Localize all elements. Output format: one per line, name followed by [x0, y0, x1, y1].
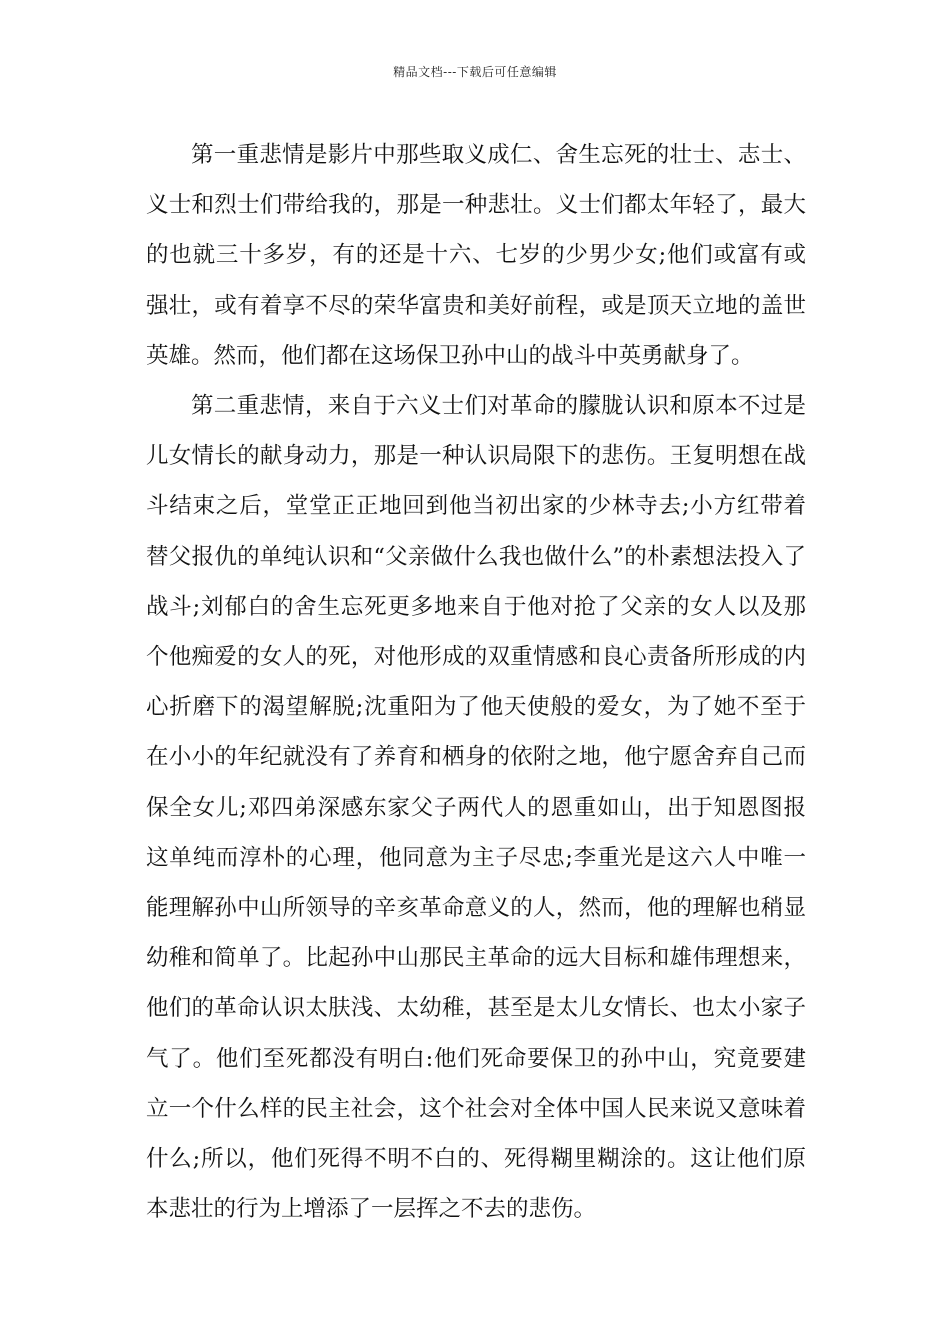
document-body — [146, 130, 806, 1234]
page-header: 精品文档---下载后可任意编辑 — [393, 65, 557, 79]
paragraph-1: 第一重悲情是影片中那些取义成仁、舍生忘死的壮士、志士、义士和烈士们带给我的，那是一种悲壮。义士们都太年轻了，最大的也就三十多岁，有的还是十六、七岁的少男少女;他们或富有或强壮，或有着享不尽的荣华富贵和美好前程，或是顶天立地的盖世英雄。然而，他们都在这场保卫孙中山的战斗中英勇献身了。 — [146, 142, 806, 369]
paragraph-2: 第二重悲情，来自于六义士们对革命的朦胧认识和原本不过是儿女情长的献身动力，那是一种认识局限下的悲伤。王复明想在战斗结束之后，堂堂正正地回到他当初出家的少林寺去;小方红带着替父报仇的单纯认识和“父亲做什么我也做什么”的朴素想法投入了战斗;刘郁白的舍生忘死更多地来自于他对抢了父亲的女人以及那个他痴爱的女人的死，对他形成的双重情感和良心责备所形成的内心折磨下的渴望解脱;沈重阳为了他天使般的爱女，为了她不至于在小小的年纪就没有了养育和栖身的依附之地，他宁愿舍弃自己而保全女儿;邓四弟深感东家父子两代人的恩重如山，出于知恩图报这单纯而淳朴的心理，他同意为主子尽忠;李重光是这六人中唯一能理解孙中山所领导的辛亥革命意义的人，然而，他的理解也稍显幼稚和简单了。比起孙中山那民主革命的远大目标和雄伟理想来，他们的革命认识太肤浅、太幼稚，甚至是太儿女情长、也太小家子气了。他们至死都没有明白:他们死命要保卫的孙中山，究竟要建立一个什么样的民主社会，这个社会对全体中国人民来说又意味着什么;所以，他们死得不明不白的、死得糊里糊涂的。这让他们原本悲壮的行为上增添了一层挥之不去的悲伤。 — [146, 393, 806, 1223]
